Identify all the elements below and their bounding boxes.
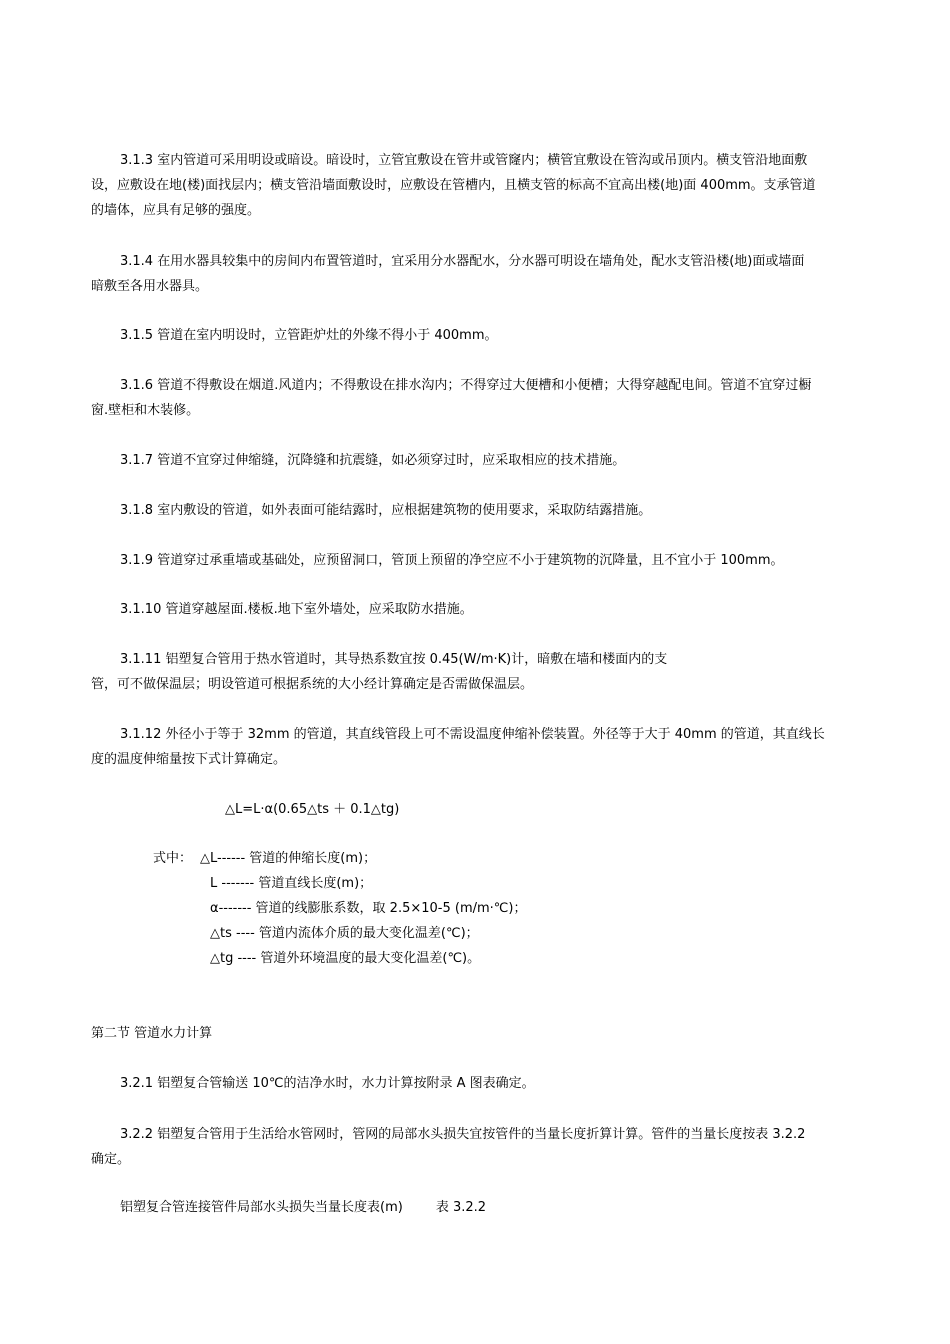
- para-3-1-6-line-1: 3.1.6 管道不得敷设在烟道.风道内；不得敷设在排水沟内；不得穿过大便槽和小便槽；大得穿越配电间。管道不宜穿过橱: [120, 378, 812, 393]
- where-label: 式中：: [153, 851, 193, 866]
- where-def-3: α------- 管道的线膨胀系数，取 2.5×10-5 (m/m·℃)；: [210, 901, 527, 916]
- para-3-1-3-line-2: 设，应敷设在地(楼)面找层内；横支管沿墙面敷设时，应敷设在管槽内，且横支管的标高不宜高出楼(地)面 400mm。支承管道: [91, 178, 816, 193]
- para-3-1-10: 3.1.10 管道穿越屋面.楼板.地下室外墙处，应采取防水措施。: [120, 602, 473, 617]
- para-3-2-2-line-1: 3.2.2 铝塑复合管用于生活给水管网时，管网的局部水头损失宜按管件的当量长度折算计算。管件的当量长度按表 3.2.2: [120, 1127, 806, 1142]
- para-3-1-4-line-1: 3.1.4 在用水器具较集中的房间内布置管道时，宜采用分水器配水，分水器可明设在墙角处，配水支管沿楼(地)面或墙面: [120, 254, 805, 269]
- para-3-1-12-line-2: 度的温度伸缩量按下式计算确定。: [91, 752, 287, 767]
- para-3-1-12-line-1: 3.1.12 外径小于等于 32mm 的管道，其直线管段上可不需设温度伸缩补偿装置。外径等于大于 40mm 的管道，其直线长: [120, 727, 825, 742]
- para-3-1-3-line-3: 的墙体，应具有足够的强度。: [91, 203, 261, 218]
- para-3-1-11-line-1: 3.1.11 铝塑复合管用于热水管道时，其导热系数宜按 0.45(W/m·K)计，暗敷在墙和楼面内的支: [120, 652, 668, 667]
- para-3-2-1: 3.2.1 铝塑复合管输送 10℃的洁净水时，水力计算按附录 A 图表确定。: [120, 1076, 535, 1091]
- where-def-2: L ------- 管道直线长度(m)；: [210, 876, 373, 891]
- para-3-1-4-line-2: 暗敷至各用水器具。: [91, 279, 209, 294]
- section-heading: 第二节 管道水力计算: [91, 1026, 213, 1041]
- where-def-1: △L------ 管道的伸缩长度(m)；: [200, 851, 377, 866]
- where-def-5: △tg ---- 管道外环境温度的最大变化温差(℃)。: [210, 951, 481, 966]
- para-3-2-2-line-2: 确定。: [91, 1152, 131, 1167]
- formula: △L=L·α(0.65△ts ＋ 0.1△tg): [225, 802, 400, 817]
- para-3-1-8: 3.1.8 室内敷设的管道，如外表面可能结露时，应根据建筑物的使用要求，采取防结露措施。: [120, 503, 652, 518]
- where-def-4: △ts ---- 管道内流体介质的最大变化温差(℃)；: [210, 926, 479, 941]
- para-3-1-7: 3.1.7 管道不宜穿过伸缩缝，沉降缝和抗震缝，如必须穿过时，应采取相应的技术措施。: [120, 453, 626, 468]
- para-3-1-11-line-2: 管，可不做保温层；明设管道可根据系统的大小经计算确定是否需做保温层。: [91, 677, 534, 692]
- para-3-1-9: 3.1.9 管道穿过承重墙或基础处，应预留洞口，管顶上预留的净空应不小于建筑物的沉降量，且不宜小于 100mm。: [120, 553, 784, 568]
- para-3-1-5: 3.1.5 管道在室内明设时，立管距炉灶的外缘不得小于 400mm。: [120, 328, 498, 343]
- para-3-1-6-line-2: 窗.壁柜和木装修。: [91, 403, 200, 418]
- para-3-1-3-line-1: 3.1.3 室内管道可采用明设或暗设。暗设时，立管宜敷设在管井或管窿内；横管宜敷设在管沟或吊顶内。横支管沿地面敷: [120, 153, 808, 168]
- table-caption: 铝塑复合管连接管件局部水头损失当量长度表(m) 表 3.2.2: [120, 1200, 487, 1215]
